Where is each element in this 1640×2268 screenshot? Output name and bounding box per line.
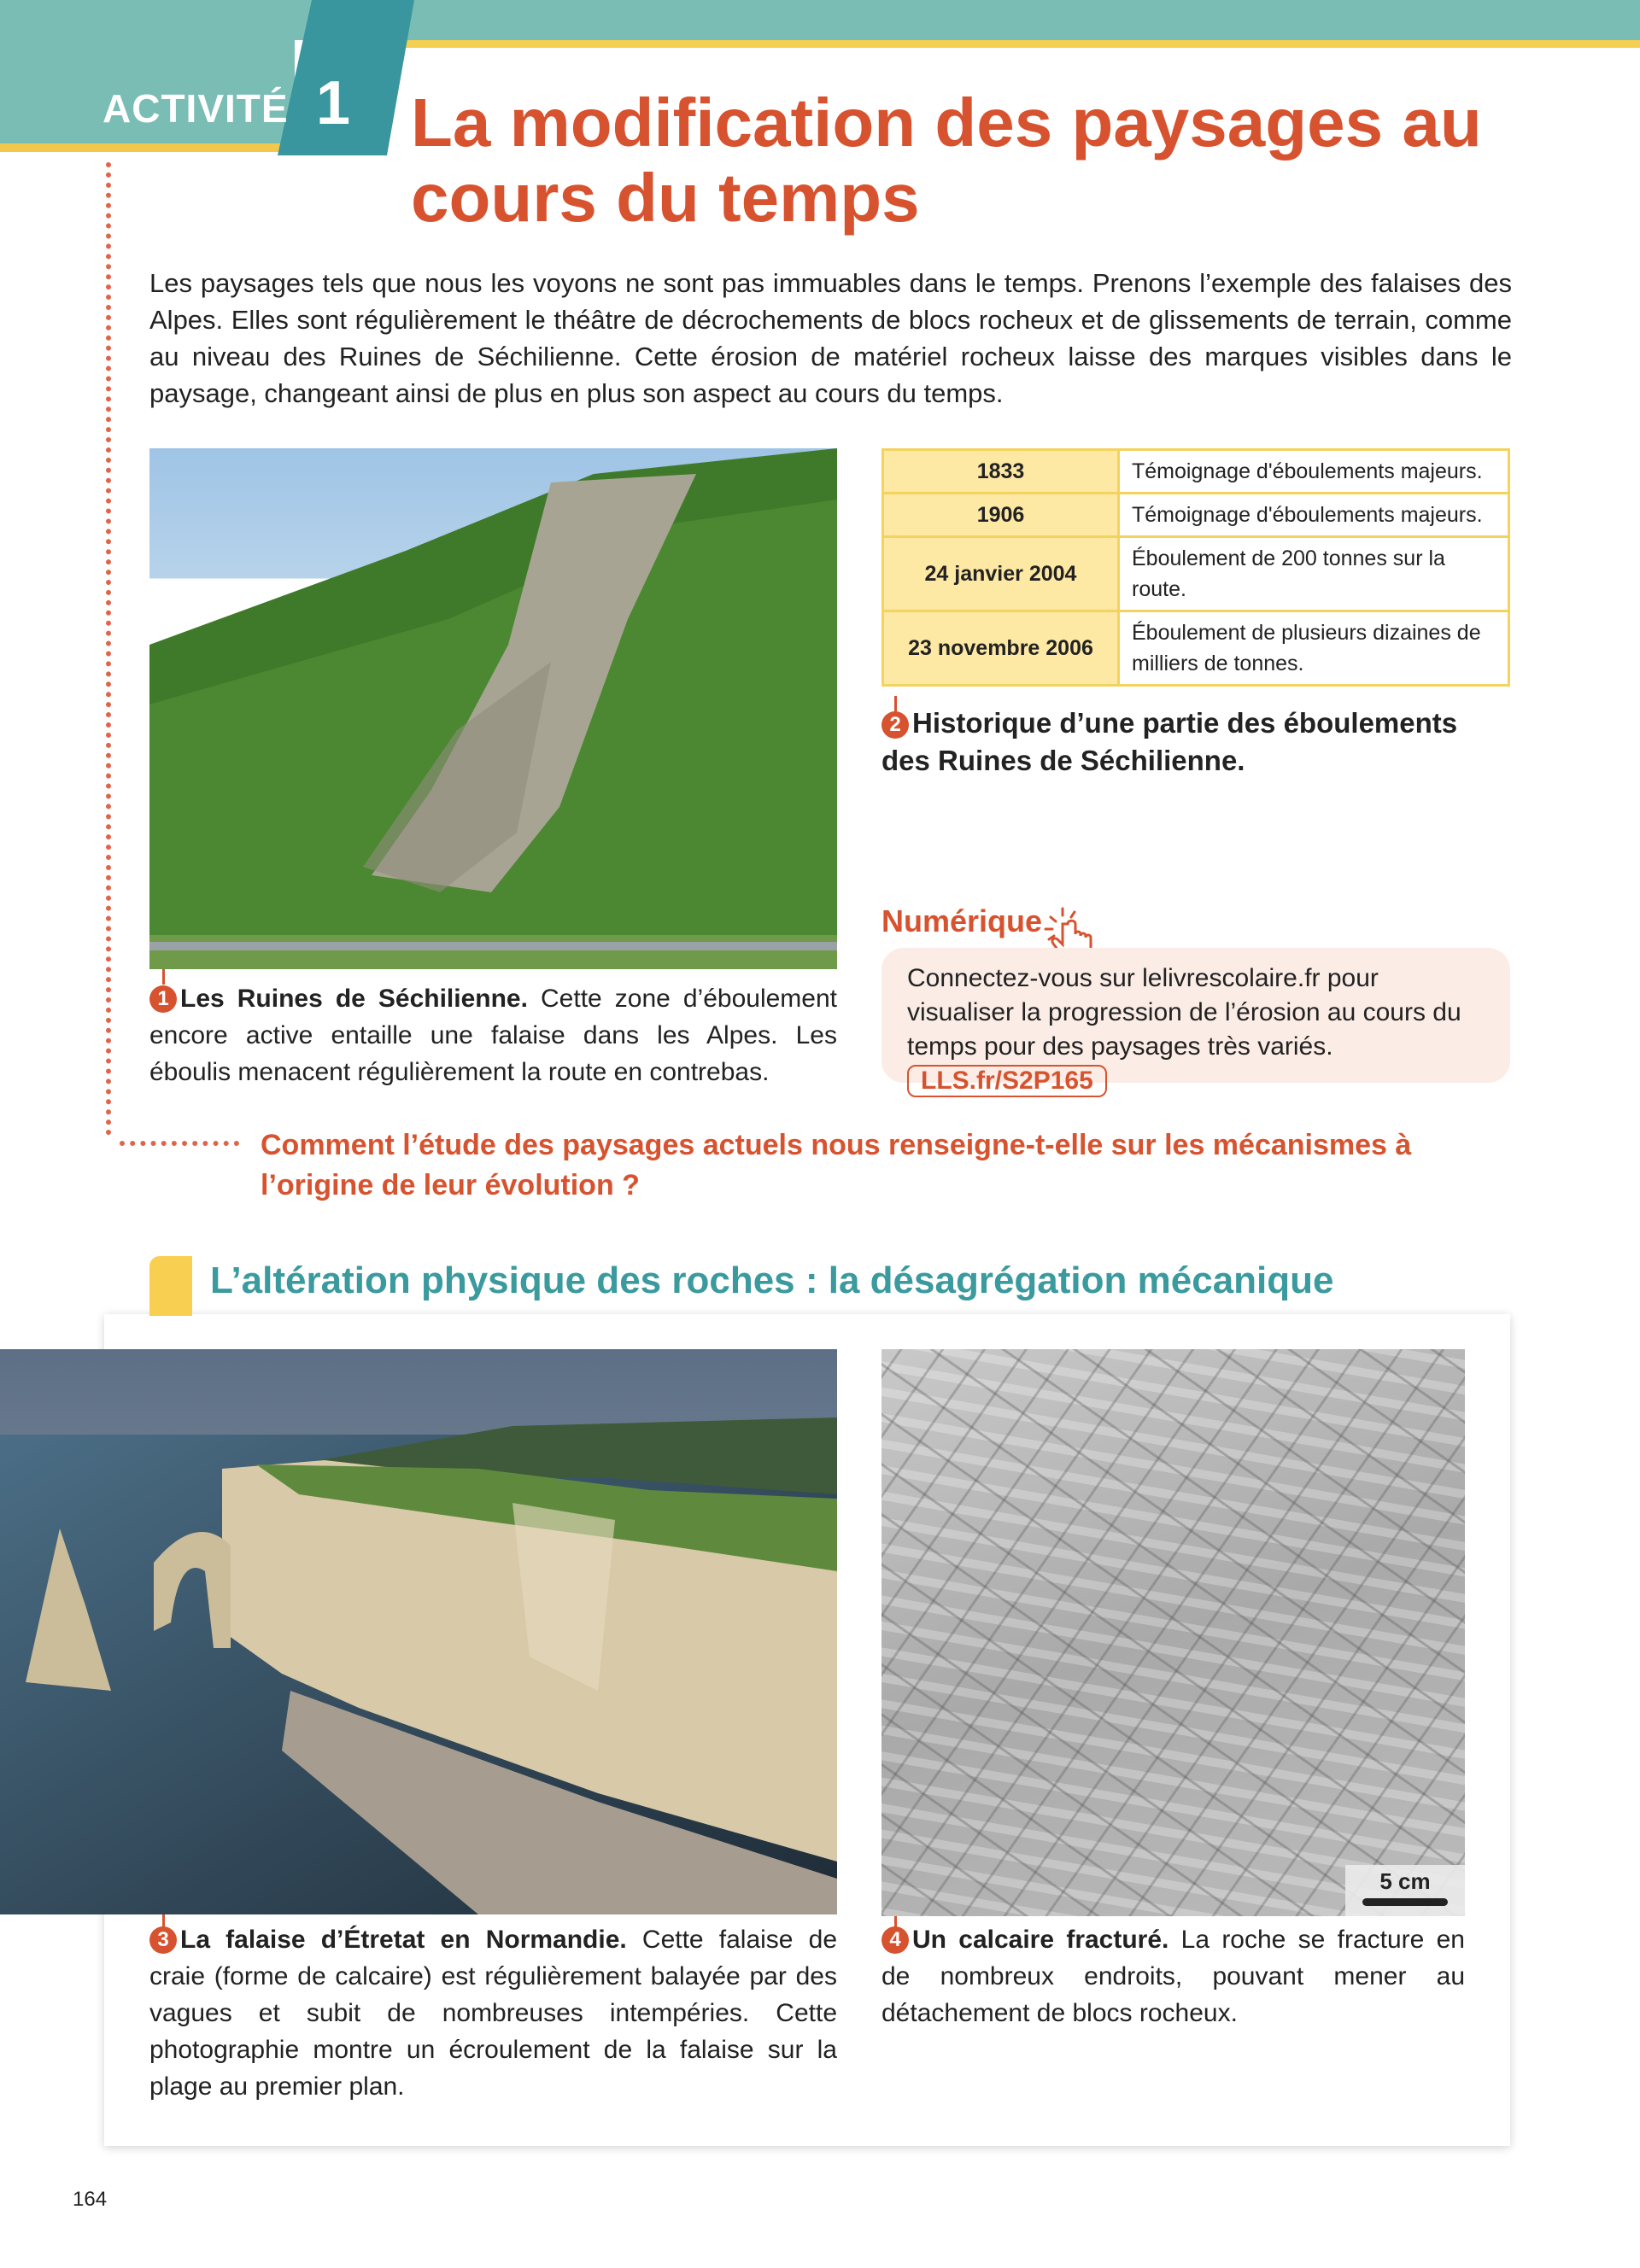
doc4-caption <box>882 1921 1465 2031</box>
numerique-text: Connectez-vous sur lelivrescolaire.fr pour visualiser la progression de l’érosion au cours du temps pour des paysages très variés. <box>907 964 1461 1061</box>
page-number: 164 <box>73 2188 108 2211</box>
event-cell: Témoignage d'éboulements majeurs. <box>1119 494 1509 537</box>
numerique-box <box>882 948 1510 1095</box>
table-row <box>883 611 1509 686</box>
table-row <box>883 494 1509 537</box>
lls-link[interactable]: LLS.fr/S2P165 <box>907 1065 1107 1097</box>
doc4-title: Un calcaire fracturé. <box>912 1926 1169 1954</box>
scale-bar-line <box>1362 1898 1448 1906</box>
page-title: La modification des paysages au cours du temps <box>411 85 1482 236</box>
date-cell: 23 novembre 2006 <box>883 611 1119 686</box>
doc1-caption <box>149 980 837 1090</box>
landslide-history-table <box>882 448 1510 687</box>
activity-number: 1 <box>316 69 351 137</box>
problem-question: Comment l’étude des paysages actuels nous renseigne-t-elle sur les mécanismes à l’origine de leur évolution ? <box>261 1129 1412 1201</box>
photo-fractured-limestone <box>882 1349 1465 1916</box>
doc3-title: La falaise d’Étretat en Normandie. <box>180 1926 627 1954</box>
doc1-title: Les Ruines de Séchilienne. <box>180 985 528 1013</box>
dotted-guide-horizontal <box>120 1141 239 1146</box>
table-row <box>883 450 1509 494</box>
doc-number-badge: 4 <box>882 1926 909 1954</box>
numerique-title: Numérique <box>882 903 1043 938</box>
event-cell: Éboulement de 200 tonnes sur la route. <box>1119 537 1509 611</box>
date-cell: 24 janvier 2004 <box>883 537 1119 611</box>
date-cell: 1833 <box>883 450 1119 494</box>
doc2-caption <box>882 704 1510 780</box>
event-cell: Éboulement de plusieurs dizaines de milliers de tonnes. <box>1119 611 1509 686</box>
activity-label: ACTIVITÉ <box>102 86 289 131</box>
doc-number-badge: 3 <box>149 1926 177 1954</box>
scale-bar <box>1345 1865 1465 1916</box>
doc3-text: Cette falaise de craie (forme de calcaire) est régulièrement balayée par des vagues et subit de nombreuses intempéries. Cette photographie montre un écroulement de la falaise sur la plage au premier plan. <box>149 1926 837 2101</box>
dotted-guide-vertical <box>106 162 111 1136</box>
doc1-text: Cette zone d’éboulement encore active entaille une falaise dans les Alpes. Les éboulis menacent régulièrement la route en contrebas. <box>149 985 837 1086</box>
doc-number-badge: 2 <box>882 711 909 739</box>
photo-etretat <box>0 1349 837 1914</box>
intro-paragraph: Les paysages tels que nous les voyons ne sont pas immuables dans le temps. Prenons l’exemple des falaises des Alpes. Elles sont régulièrement le théâtre de décrochements de blocs rocheux et de glissements de terrain, comme au niveau des Ruines de Séchilienne. Cette érosion de matériel rocheux laisse des marques visibles dans le paysage, changeant ainsi de plus en plus son aspect au cours du temps. <box>149 268 1512 408</box>
top-yellow-strip <box>401 40 1640 48</box>
doc2-title: Historique d’une partie des éboulements des Ruines de Séchilienne. <box>882 707 1458 776</box>
doc3-caption <box>149 1921 837 2105</box>
doc4-text: La roche se fracture en de nombreux endroits, pouvant mener au détachement de blocs rocheux. <box>882 1926 1465 2027</box>
photo-sechilienne <box>149 448 837 969</box>
event-cell: Témoignage d'éboulements majeurs. <box>1119 450 1509 494</box>
section-title: L’altération physique des roches : la désagrégation mécanique <box>210 1260 1334 1301</box>
doc-number-badge: 1 <box>149 985 177 1013</box>
table-row <box>883 537 1509 611</box>
scale-label: 5 cm <box>1379 1868 1431 1894</box>
activity-tab-underline <box>0 143 295 152</box>
section-marker <box>149 1256 192 1316</box>
date-cell: 1906 <box>883 494 1119 537</box>
